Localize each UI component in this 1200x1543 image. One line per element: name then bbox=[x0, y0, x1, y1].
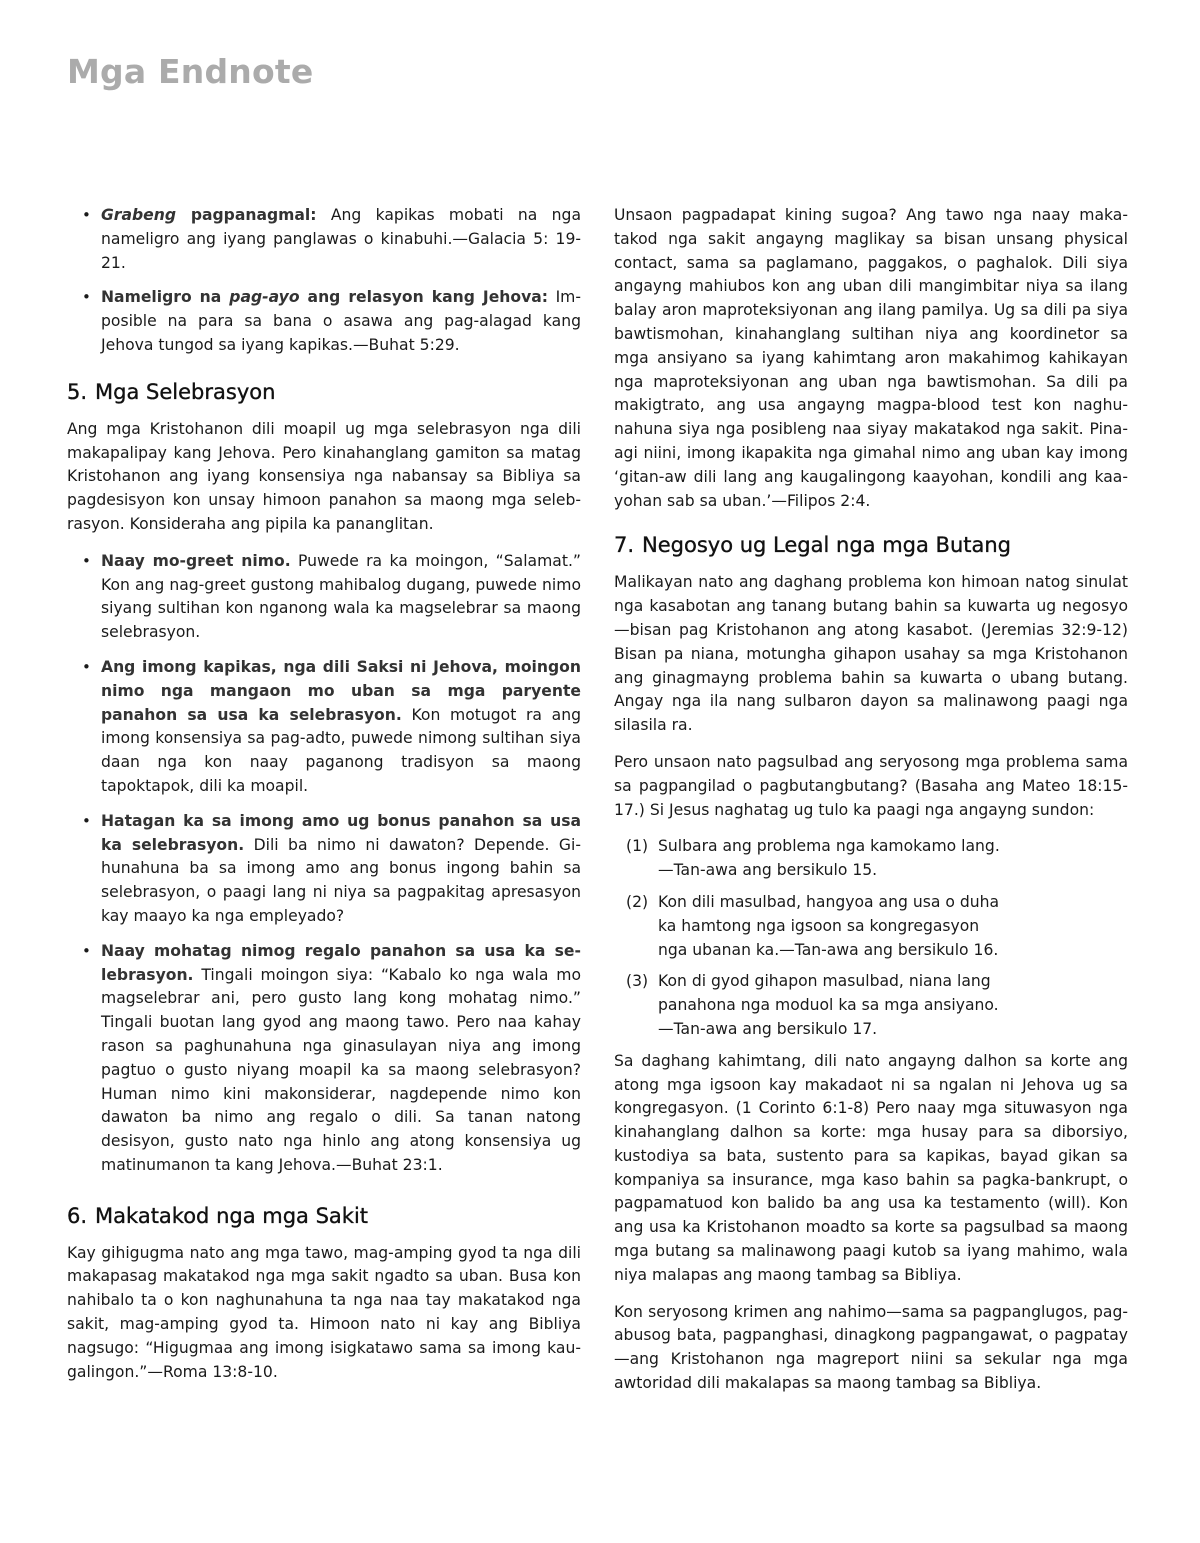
bullet-lead-italic: Grabeng bbox=[101, 206, 177, 224]
left-column bbox=[67, 204, 581, 1397]
list-item bbox=[67, 940, 581, 1178]
top-bullet-list bbox=[67, 204, 581, 358]
list-item bbox=[626, 970, 1128, 1041]
bullet-lead: Naay mohatag nimog regalo panahon sa usa ka selebrasyon. bbox=[101, 941, 581, 984]
bullet-lead: Ang imong kapikas, nga dili Saksi ni Jehova, moingon nimo nga mangaon mo uban sa mga paryente panahon sa usa ka selebrasyon. bbox=[101, 657, 581, 724]
section-number: 7. bbox=[614, 533, 635, 558]
section-number: 5. bbox=[67, 379, 88, 404]
section-heading-7 bbox=[614, 533, 1128, 557]
page-title: Mga Endnote bbox=[67, 52, 314, 91]
section-6-continuation: Unsaon pagpadapat kining sugoa? Ang tawo nga naay makatakod nga sakit angayng maglikay sa bisan unsang physical contact, sama sa paglamano, paggakos, o paghalok. Dili siya angayng mahiubos kon ang uban dili mangimbitar niya sa ilang balay aron maproteksiyonan ang ilang pamilya. Ug sa dili pa siya bawtismohan, kinahanglang sultihan niya ang koordinetor sa mga ansiyano sa iyang kahimtang aron makahimog kahikayan nga maproteksiyonan ang uban nga bawtismohan. Sa dili pa makigtrato, ang usa angayng magpa-blood test kon naghunahuna siya nga posibleng naa siyay makatakod nga sakit. Pinaagi niini, imong ikapakita nga gimahal nimo ang uban kay imong ‘gitan-aw dili lang ang kaugalingong kaayohan, kondili ang kaayohan sab sa uban.’—Filipos 2:4. bbox=[614, 206, 1128, 510]
list-item bbox=[67, 204, 581, 275]
list-item bbox=[626, 891, 1128, 962]
section-7-paragraph-1: Malikayan nato ang daghang problema kon himoan natog sinulat nga kasabotan ang tanang butang bahin sa kuwarta ug negosyo—bisan pag Kristohanon ang atong kasabot. (Jeremias 32:9-12) Bisan pa niana, motungha gihapon usahay sa mga Kristohanon ang ginagmayng problema bahin sa kuwarta o ubang butang. Angay nga ila nang sulbaron dayon sa malinawong paagi nga silasila ra. bbox=[614, 573, 1128, 735]
bullet-text: Dili ba nimo ni dawaton? Depende. Gihunahuna ba sa imong amo ang bonus ingong bahin sa selebrasyon, o paagi lang ni niya sa pagpakitag apresasyon kay maayo ka nga empleyado? bbox=[101, 835, 581, 925]
section-title: Negosyo ug Legal nga mga Butang bbox=[642, 533, 1011, 558]
bullet-text: Kon motugot ra ang imong konsensiya sa pag-adto, puwede nimong sultihan siya daan nga kon naay paganong tradisyon sa maong tapoktapok, dili ka moapil. bbox=[101, 705, 581, 795]
step-text: Kon di gyod gihapon masulbad, niana lang bbox=[658, 972, 991, 991]
list-item bbox=[626, 835, 1128, 883]
step-text: —Tan-awa ang bersikulo 15. bbox=[658, 861, 878, 880]
list-item bbox=[67, 656, 581, 799]
bullet-icon: • bbox=[82, 551, 91, 570]
bullet-text: Puwede ra ka moingon, “Salamat.” Kon ang nag-greet gustong mahibalog dugang, puwede nimo siyang sultihan kon nganong wala ka magselebrar sa maong selebrasyon. bbox=[101, 551, 581, 642]
step-number: (1) bbox=[626, 837, 649, 856]
section-heading-5 bbox=[67, 380, 581, 404]
section-7-paragraph-4: Kon seryosong krimen ang nahimo—sama sa pagpanglugos, pag-abusog bata, pagpanghasi, dinagkong pagpangawat, o pagpatay—ang Kristohanon nga magreport niini sa sekular nga mga awtoridad dili makalapas sa maong tambag sa Bibliya. bbox=[614, 1302, 1128, 1393]
bullet-text: Imposible na para sa bana o asawa ang pag-alagad kang Jehova tungod sa iyang kapikas.—Buhat 5:29. bbox=[101, 288, 581, 354]
section-7-paragraph-3: Sa daghang kahimtang, dili nato angayng dalhon sa korte ang atong mga igsoon kay makadaot ni sa ngalan ni Jehova ug sa kongregasyon. (1 Corinto 6:1-8) Pero naay mga situwasyon nga kinahanglang dalhon sa korte: mga husay para sa diborsiyo, kustodiya sa bata, sustento para sa kapikas, bayad gikan sa kompaniya sa insurance, mga kaso bahin sa pagka-bankrupt, o pagpamatuod kon balido ba ang usa ka testamento (will). Kon ang usa ka Kristohanon moadto sa korte sa pagsulbad sa maong mga butang sa malinawong paagi kutob sa iyang mahimo, wala niya malapas ang maong tambag sa Bibliya. bbox=[614, 1051, 1128, 1284]
step-text: ka hamtong nga igsoon sa kongregasyon bbox=[658, 916, 980, 935]
numbered-steps-list bbox=[626, 835, 1128, 1041]
step-number: (2) bbox=[626, 892, 649, 911]
bullet-icon: • bbox=[82, 288, 91, 307]
step-text: panahona nga moduol ka sa mga ansiyano. bbox=[658, 996, 999, 1015]
section-6-intro: Kay gihigugma nato ang mga tawo, mag-amping gyod ta nga dili makapasag makatakod nga mga sakit ngadto sa uban. Busa kon nahibalo ta o kon naghunahuna ta nga naa tay makatakod nga sakit, mag-amping gyod ta. Himoon nato ni kay ang Bibliya nagsugo: “Higugmaa ang imong isigkatawo sama sa imong kaugalingon.”—Roma 13:8-10. bbox=[67, 1243, 581, 1381]
bullet-icon: • bbox=[82, 206, 91, 224]
step-text: Sulbara ang problema nga kamokamo lang. bbox=[658, 837, 1000, 856]
step-text: nga ubanan ka.—Tan-awa ang bersikulo 16. bbox=[658, 940, 999, 959]
bullet-lead: ang relasyon kang Jehova: bbox=[299, 288, 549, 307]
bullet-lead: Nameligro na bbox=[101, 288, 230, 307]
bullet-lead: pagpanagmal: bbox=[176, 206, 317, 224]
right-column bbox=[614, 204, 1128, 1409]
list-item bbox=[67, 810, 581, 929]
section-5-intro: Ang mga Kristohanon dili moapil ug mga selebrasyon nga dili makapalipay kang Jehova. Pero kinahanglang gamiton sa matag Kristohanon ang iyang konsensiya nga nabansay sa Bibliya sa pagdesisyon kon unsay himoon panahon sa maong mga selebrasyon. Konsideraha ang pipila ka pananglitan. bbox=[67, 419, 581, 533]
section-5-bullet-list bbox=[67, 550, 581, 1178]
list-item bbox=[67, 550, 581, 645]
bullet-lead: Hatagan ka sa imong amo ug bonus panahon sa usa ka selebrasyon. bbox=[101, 811, 581, 854]
bullet-icon: • bbox=[82, 811, 91, 830]
section-7-paragraph-2: Pero unsaon nato pagsulbad ang seryosong mga problema sama sa pagpangilad o pagbutangbutang? (Basaha ang Mateo 18:15-17.) Si Jesus naghatag ug tulo ka paagi nga angayng sundon: bbox=[614, 752, 1128, 819]
bullet-icon: • bbox=[82, 657, 91, 676]
bullet-lead: Naay mo-greet nimo. bbox=[101, 551, 291, 570]
step-number: (3) bbox=[626, 972, 649, 991]
section-title: Makatakod nga mga Sakit bbox=[95, 1203, 369, 1228]
list-item bbox=[67, 286, 581, 357]
section-title: Mga Selebrasyon bbox=[95, 379, 276, 404]
step-text: —Tan-awa ang bersikulo 17. bbox=[658, 1019, 878, 1038]
section-heading-6 bbox=[67, 1204, 581, 1228]
step-text: Kon dili masulbad, hangyoa ang usa o duha bbox=[658, 892, 1000, 911]
section-number: 6. bbox=[67, 1203, 88, 1228]
bullet-text: Tingali moingon siya: “Kabalo ko nga wala mo magselebrar ani, pero gusto lang kong mohatag nimo.” Tingali buotan lang gyod ang maong tawo. Pero naa kahay rason sa paghunahuna nga ginasulayan niya ang imong pagtuo o gusto niyang moapil ka sa maong selebrasyon? Human nimo kini makonsiderar, nagdepende nimo kon dawaton ba nimo ang regalo o dili. Sa tanan natong desisyon, gusto nato nga hinlo ang atong konsensiya ug matinumanon ta kang Jehova.—Buhat 23:1. bbox=[101, 965, 581, 1174]
bullet-icon: • bbox=[82, 941, 91, 960]
bullet-lead-italic: pag-ayo bbox=[229, 288, 300, 307]
bullet-text: Ang kapikas mobati na nga nameligro ang iyang panglawas o kinabuhi.—Galacia 5: 19-21. bbox=[101, 206, 581, 272]
